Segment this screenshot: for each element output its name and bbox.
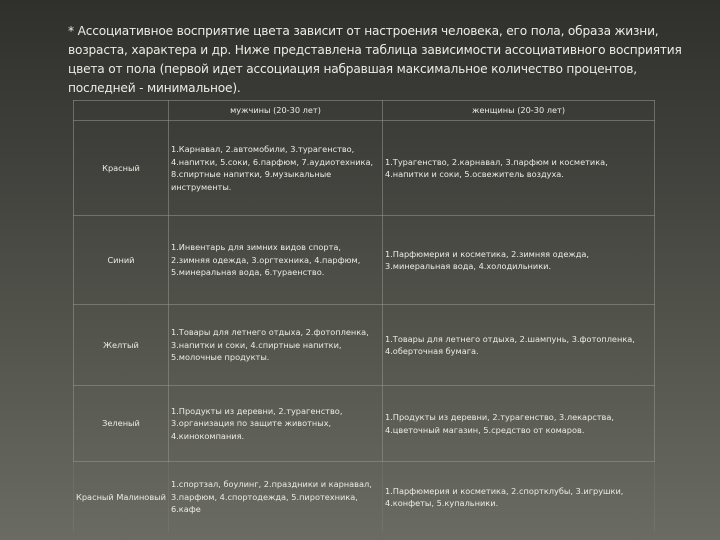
color-cell: Синий: [74, 216, 169, 305]
men-cell: 1.спортзал, боулинг, 2.праздники и карнавал, 3.парфюм, 4.спортодежда, 5.пиротехника, 6.кафе: [169, 462, 383, 533]
men-cell: 1.Карнавал, 2.автомобили, 3.турагенство, 4.напитки, 5.соки, 6.парфюм, 7.аудиотехника, 8.спиртные напитки, 9.музыкальные инструменты.: [169, 121, 383, 216]
table-row: [74, 386, 655, 462]
color-association-table: [73, 100, 655, 532]
table-row: [74, 305, 655, 386]
women-cell: 1.Парфюмерия и косметика, 2.зимняя одежда, 3.минеральная вода, 4.холодильники.: [383, 216, 655, 305]
header-men: мужчины (20-30 лет): [169, 101, 383, 121]
women-cell: 1.Продукты из деревни, 2.турагенство, 3.лекарства, 4.цветочный магазин, 5.средство от комаров.: [383, 386, 655, 462]
header-women: женщины (20-30 лет): [383, 101, 655, 121]
color-cell: Красный Малиновый: [74, 462, 169, 533]
table-header-row: [74, 101, 655, 121]
table-row: [74, 462, 655, 533]
men-cell: 1.Товары для летнего отдыха, 2.фотопленка, 3.напитки и соки, 4.спиртные напитки, 5.молочные продукты.: [169, 305, 383, 386]
table-row: [74, 121, 655, 216]
men-cell: 1.Инвентарь для зимних видов спорта, 2.зимняя одежда, 3.оргтехника, 4.парфюм, 5.минеральная вода, 6.тураенство.: [169, 216, 383, 305]
intro-paragraph: * Ассоциативное восприятие цвета зависит от настроения человека, его пола, образа жизни, возраста, характера и др. Ниже представлена таблица зависимости ассоциативного восприятия цвета от пола (первой идет ассоциация набравшая максимальное количество процентов, последней - минимальное).: [68, 24, 682, 95]
women-cell: 1.Турагенство, 2.карнавал, 3.парфюм и косметика, 4.напитки и соки, 5.освежитель воздуха.: [383, 121, 655, 216]
color-cell: Зеленый: [74, 386, 169, 462]
women-cell: 1.Товары для летнего отдыха, 2.шампунь, 3.фотопленка, 4.оберточная бумага.: [383, 305, 655, 386]
color-cell: Красный: [74, 121, 169, 216]
men-cell: 1.Продукты из деревни, 2.турагенство, 3.организация по защите животных, 4.кинокомпания.: [169, 386, 383, 462]
table-row: [74, 216, 655, 305]
color-cell: Желтый: [74, 305, 169, 386]
women-cell: 1.Парфюмерия и косметика, 2.спортклубы, 3.игрушки, 4.конфеты, 5.купальники.: [383, 462, 655, 533]
header-empty: [74, 101, 169, 121]
